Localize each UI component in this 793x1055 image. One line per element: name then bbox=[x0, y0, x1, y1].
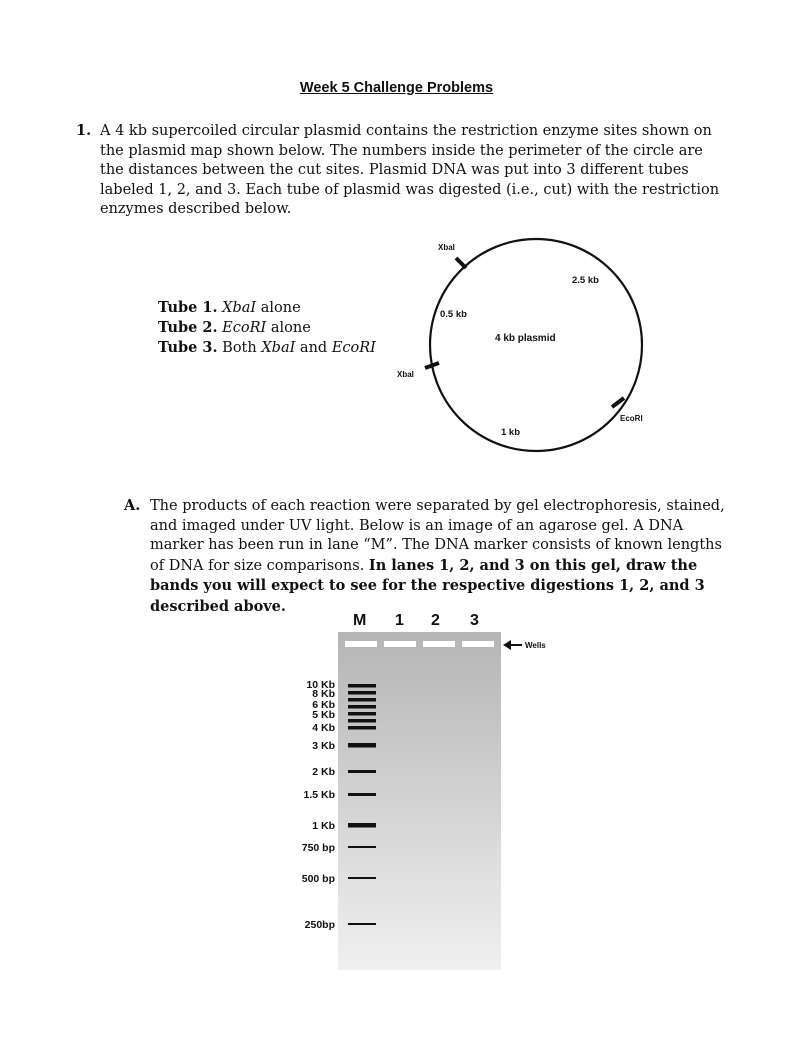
page-title: Week 5 Challenge Problems bbox=[299, 80, 494, 96]
marker-label: 5 Kb bbox=[312, 709, 335, 721]
tube-list bbox=[158, 298, 376, 358]
lane-label: 2 bbox=[431, 612, 440, 629]
marker-label: 2 Kb bbox=[312, 766, 335, 778]
lane-label: 1 bbox=[395, 612, 404, 629]
marker-label: 4 Kb bbox=[312, 722, 335, 734]
ecori-site bbox=[612, 398, 624, 407]
gel-body bbox=[338, 632, 501, 970]
site-label: EcoRI bbox=[620, 414, 643, 423]
segment-label: 1 kb bbox=[501, 427, 521, 438]
wells-arrow bbox=[503, 640, 522, 650]
marker-band bbox=[348, 705, 376, 709]
marker-band bbox=[348, 719, 376, 723]
marker-label: 750 bp bbox=[301, 842, 335, 854]
marker-band bbox=[348, 743, 376, 748]
question-text: A 4 kb supercoiled circular plasmid contains the restriction enzyme sites shown on the plasmid map shown below. The numbers inside the perimeter of the circle are the distances between the cut sites. Plasmid DNA was put into 3 different tubes labeled 1, 2, and 3. Each tube of plasmid was digested (i.e., cut) with the restriction enzymes described below. bbox=[100, 123, 720, 217]
marker-band bbox=[348, 770, 376, 773]
well bbox=[423, 641, 455, 647]
lane-label: 3 bbox=[470, 612, 479, 629]
marker-label: 8 Kb bbox=[312, 688, 335, 700]
marker-band bbox=[348, 877, 376, 879]
marker-label: 10 Kb bbox=[306, 679, 335, 691]
marker-band bbox=[348, 823, 376, 828]
wells-label: Wells bbox=[525, 641, 546, 650]
marker-band bbox=[348, 923, 376, 925]
marker-band bbox=[348, 684, 376, 688]
marker-band bbox=[348, 691, 376, 695]
subquestion-text: The products of each reaction were separated by gel electrophoresis, stained, and imaged under UV light. Below is an image of an agarose gel. A DNA marker has been run in lane “M”. The DNA marker consists of known lengths of DNA for size comparisons. In lanes 1, 2, and 3 on this gel, draw the bands you will expect to see for the respective digestions 1, 2, and 3 described above. bbox=[150, 498, 725, 615]
marker-band bbox=[348, 793, 376, 796]
tube-item: Tube 2. EcoRI alone bbox=[158, 319, 311, 336]
plasmid-circle bbox=[430, 239, 642, 451]
lane-label: M bbox=[353, 612, 367, 629]
well bbox=[384, 641, 416, 647]
segment-label: 2.5 kb bbox=[572, 275, 599, 286]
xbai-site-top bbox=[456, 258, 466, 268]
marker-band bbox=[348, 698, 376, 702]
question-number: 1. bbox=[76, 122, 92, 139]
site-label: XbaI bbox=[397, 370, 414, 379]
marker-band bbox=[348, 846, 376, 848]
tube-item: Tube 3. Both XbaI and EcoRI bbox=[158, 339, 376, 356]
marker-label: 1 Kb bbox=[312, 820, 335, 832]
subquestion-number: A. bbox=[124, 497, 141, 514]
marker-label: 6 Kb bbox=[312, 699, 335, 711]
marker-bands bbox=[348, 684, 376, 925]
well bbox=[462, 641, 494, 647]
marker-label: 3 Kb bbox=[312, 740, 335, 752]
marker-label: 250bp bbox=[304, 919, 335, 931]
plasmid-center-label: 4 kb plasmid bbox=[495, 333, 556, 344]
marker-band bbox=[348, 712, 376, 716]
marker-label: 500 bp bbox=[301, 873, 335, 885]
well bbox=[345, 641, 377, 647]
xbai-site-left bbox=[425, 363, 439, 368]
marker-label: 1.5 Kb bbox=[303, 789, 335, 801]
site-label: XbaI bbox=[438, 243, 455, 252]
segment-label: 0.5 kb bbox=[440, 309, 467, 320]
tube-item: Tube 1. XbaI alone bbox=[158, 299, 301, 316]
marker-band bbox=[348, 726, 376, 730]
